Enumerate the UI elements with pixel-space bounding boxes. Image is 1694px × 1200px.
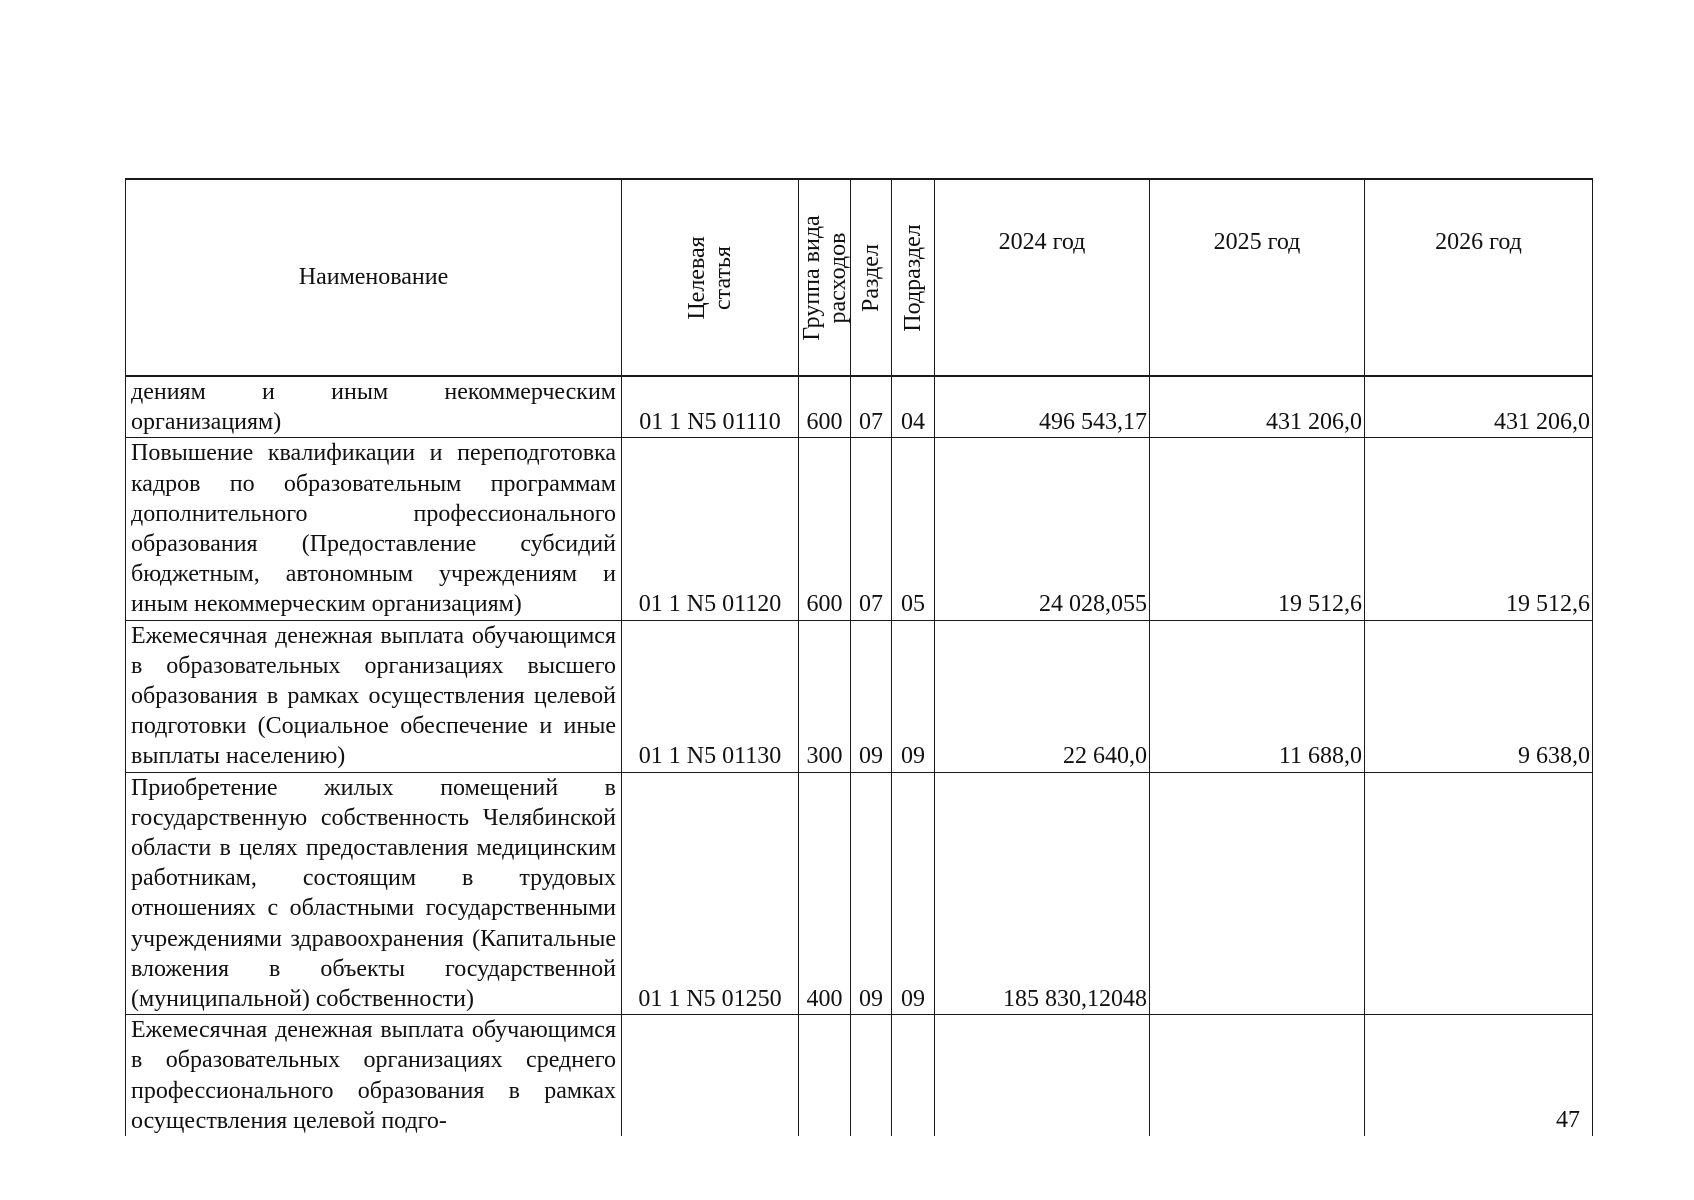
table-row <box>126 620 1593 772</box>
table-body <box>126 376 1593 1136</box>
header-expense-group <box>799 179 851 376</box>
header-section-label: Раздел <box>858 243 884 312</box>
row-target-article: 01 1 N5 01120 <box>622 438 799 620</box>
row-value-2025: 19 512,6 <box>1150 438 1365 620</box>
row-subsection: 09 <box>892 772 935 1015</box>
row-value-2025 <box>1150 772 1365 1015</box>
header-name: Наименование <box>126 179 622 376</box>
row-value-2025: 431 206,0 <box>1150 376 1365 438</box>
table-row <box>126 438 1593 620</box>
row-section: 07 <box>851 376 892 438</box>
row-expense-group: 300 <box>799 620 851 772</box>
row-value-2024: 185 830,12048 <box>935 772 1150 1015</box>
row-expense-group: 600 <box>799 376 851 438</box>
row-value-2026: 431 206,0 <box>1365 376 1593 438</box>
header-target-article-line2: статья <box>710 245 736 310</box>
row-target-article: 01 1 N5 01130 <box>622 620 799 772</box>
row-value-2024: 22 640,0 <box>935 620 1150 772</box>
row-value-2026 <box>1365 772 1593 1015</box>
row-subsection <box>892 1015 935 1136</box>
header-section <box>851 179 892 376</box>
row-name: Приобретение жилых помещений в государственную собственность Челябинской области в целях предоставления медицинским работникам, состоящим в трудовых отношениях с областными государственными учреждениями здравоохранения (Капитальные вложения в объекты государственной (муниципальной) собственности) <box>126 772 622 1015</box>
row-target-article <box>622 1015 799 1136</box>
row-expense-group: 600 <box>799 438 851 620</box>
row-expense-group: 400 <box>799 772 851 1015</box>
row-target-article: 01 1 N5 01110 <box>622 376 799 438</box>
row-subsection: 04 <box>892 376 935 438</box>
header-year-2025: 2025 год <box>1150 179 1365 376</box>
row-value-2024: 24 028,055 <box>935 438 1150 620</box>
row-section <box>851 1015 892 1136</box>
row-expense-group <box>799 1015 851 1136</box>
table-row <box>126 772 1593 1015</box>
header-expense-group-line2: расходов <box>824 232 851 323</box>
row-value-2026: 9 638,0 <box>1365 620 1593 772</box>
row-subsection: 05 <box>892 438 935 620</box>
row-section: 07 <box>851 438 892 620</box>
row-name: Ежемесячная денежная выплата обучающимся в образовательных организациях высшего образования в рамках осуществления целевой подготовки (Социальное обеспечение и иные выплаты населению) <box>126 620 622 772</box>
header-subsection <box>892 179 935 376</box>
budget-table <box>125 178 1593 1136</box>
row-value-2025: 11 688,0 <box>1150 620 1365 772</box>
row-target-article: 01 1 N5 01250 <box>622 772 799 1015</box>
header-subsection-label: Подраздел <box>900 223 926 332</box>
table-row <box>126 376 1593 438</box>
row-value-2024 <box>935 1015 1150 1136</box>
row-subsection: 09 <box>892 620 935 772</box>
header-year-2026: 2026 год <box>1365 179 1593 376</box>
header-expense-group-line1: Группа вида <box>798 214 825 341</box>
header-target-article-line1: Целевая <box>684 235 710 320</box>
row-value-2025 <box>1150 1015 1365 1136</box>
page-number: 47 <box>1556 1107 1580 1133</box>
row-name: Ежемесячная денежная выплата обучающимся в образовательных организациях среднего профессионального образования в рамках осуществления целевой подго- <box>126 1015 622 1136</box>
table-header <box>126 179 1593 376</box>
header-target-article <box>622 179 799 376</box>
row-section: 09 <box>851 620 892 772</box>
table-row <box>126 1015 1593 1136</box>
row-section: 09 <box>851 772 892 1015</box>
row-name: Повышение квалификации и переподготовка кадров по образовательным программам дополнительного профессионального образования (Предоставление субсидий бюджетным, автономным учреждениям и иным некоммерческим организациям) <box>126 438 622 620</box>
row-value-2024: 496 543,17 <box>935 376 1150 438</box>
row-value-2026: 19 512,6 <box>1365 438 1593 620</box>
header-year-2024: 2024 год <box>935 179 1150 376</box>
row-name: дениям и иным некоммерческим организациям) <box>126 376 622 438</box>
